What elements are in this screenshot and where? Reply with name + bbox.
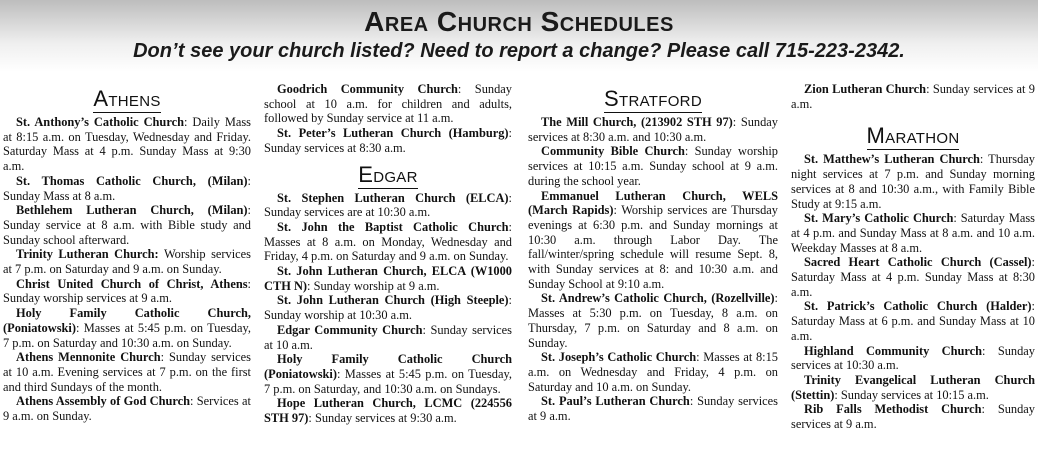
church-schedule: : Sunday services at 9 a.m. [528, 394, 778, 424]
church-entry [264, 191, 512, 220]
church-entry [3, 394, 251, 423]
church-entry [791, 211, 1035, 255]
church-entry [3, 277, 251, 306]
church-entry [528, 144, 778, 188]
church-name: Trinity Lutheran Church: [16, 247, 159, 262]
church-schedule: : Sunday services at 10:30 a.m. [791, 343, 1035, 373]
church-entry [3, 115, 251, 174]
church-schedule: : Saturday Mass at 4 p.m. Sunday Mass at 8:30 a.m. [791, 255, 1035, 299]
column-4-top-list [791, 82, 1035, 111]
church-schedule: : Sunday services at 8:30 a.m. [264, 126, 512, 155]
church-entry [528, 394, 778, 423]
church-entry [264, 220, 512, 264]
church-entry [3, 247, 251, 276]
page-title: Area Church Schedules [364, 6, 674, 37]
church-schedule: : Sunday school at 10 a.m. for children and adults, followed by Sunday service at 11 a.m. [264, 82, 512, 126]
church-entry [3, 306, 251, 350]
column-2 [264, 82, 512, 426]
church-entry [791, 344, 1035, 373]
athens-list [3, 115, 251, 424]
church-name: Emmanuel Lutheran Church, WELS (March Rapids) [528, 188, 778, 218]
church-name: Community Bible Church [541, 144, 685, 159]
church-schedule: : Sunday service at 8 a.m. with Bible study and Sunday school afterward. [3, 203, 251, 247]
edgar-list [264, 191, 512, 426]
church-name: Athens Assembly of God Church [16, 394, 191, 409]
church-schedule: : Services at 9 a.m. on Sunday. [3, 394, 251, 424]
church-schedule: : Sunday services at 10:15 a.m. [834, 387, 989, 402]
church-schedule: : Thursday night services at 7 p.m. and Sunday morning services at 8 and 10:30 a.m., with Family Bible Study at 9:15 a.m. [791, 152, 1035, 211]
church-name: Highland Community Church [804, 343, 983, 358]
church-name: Hope Lutheran Church, LCMC (224556 STH 97) [264, 396, 512, 426]
church-entry [3, 350, 251, 394]
church-entry [791, 402, 1035, 431]
church-name: Trinity Evangelical Lutheran Church (Stettin) [791, 372, 1035, 402]
church-name: St. Joseph’s Catholic Church [541, 350, 697, 365]
church-name: Goodrich Community Church [277, 82, 458, 96]
church-entry [264, 323, 512, 352]
church-entry [791, 82, 1035, 111]
church-name: Sacred Heart Catholic Church (Cassel) [804, 255, 1032, 270]
church-entry [264, 293, 512, 322]
schedule-columns [0, 82, 1038, 451]
page-subtitle: Don’t see your church listed? Need to report a change? Please call 715-223-2342. [133, 40, 905, 62]
church-name: Holy Family Catholic Church (Poniatowski) [264, 352, 512, 381]
church-schedule: : Worship services are Thursday evenings at 6:30 p.m. and Sunday mornings at 10:30 a.m. through Labor Day. The fall/winter/spring schedule will resume Sept. 8, with Sunday services at 8: and 10:30 a.m. and Sunday School at 9:10 a.m. [528, 203, 778, 291]
church-schedule: : Masses at 5:45 p.m. on Tuesday, 7 p.m. on Saturday and 10:30 a.m. on Sunday. [3, 320, 251, 350]
church-entry [791, 373, 1035, 402]
church-name: St. Andrew’s Catholic Church, (Rozellville) [541, 291, 775, 306]
church-schedule: : Sunday services at 10 a.m. Evening services at 7 p.m. on the first and third Sundays of the month. [3, 350, 251, 394]
church-schedule: : Masses at 8:15 a.m. on Wednesday and Friday, 4 p.m. on Saturday and 10 a.m. on Sunday. [528, 350, 778, 394]
church-name: St. John Lutheran Church, ELCA (W1000 CTH N) [264, 264, 512, 293]
church-schedule: : Saturday Mass at 4 p.m. and Sunday Mass at 8 a.m. and 10 a.m. Weekday Masses at 8 a.m. [791, 211, 1035, 255]
church-entry [791, 255, 1035, 299]
church-entry [264, 352, 512, 396]
church-name: Zion Lutheran Church [804, 82, 927, 96]
column-1 [3, 82, 251, 424]
marathon-list [791, 152, 1035, 431]
church-schedule: : Sunday services at 9 a.m. [791, 402, 1035, 432]
church-name: St. Anthony’s Catholic Church [16, 115, 184, 129]
church-entry [528, 291, 778, 350]
church-schedule: : Sunday worship services at 10:15 a.m. Sunday school at 9 a.m. during the school year. [528, 144, 778, 188]
column-3 [528, 82, 778, 424]
church-name: Bethlehem Lutheran Church, (Milan) [16, 203, 248, 218]
church-entry [528, 350, 778, 394]
church-name: St. Stephen Lutheran Church (ELCA) [277, 190, 509, 205]
church-entry [264, 396, 512, 425]
church-name: St. Matthew’s Lutheran Church [804, 152, 980, 167]
church-entry [3, 174, 251, 203]
church-schedule: : Daily Mass at 8:15 a.m. on Tuesday, Wednesday and Friday. Saturday Mass at 4 p.m. Sunday Mass at 9:30 a.m. [3, 115, 251, 174]
section-heading-stratford: Stratford [604, 86, 702, 111]
church-name: St. Mary’s Catholic Church [804, 211, 954, 226]
church-entry [528, 189, 778, 292]
header-banner [0, 0, 1038, 72]
church-schedule: : Sunday worship at 9 a.m. [307, 278, 440, 293]
church-schedule: : Masses at 5:30 p.m. on Tuesday, 8 a.m. on Thursday, 7 p.m. on Saturday and 8 a.m. on Sunday. [528, 291, 778, 350]
church-name: Rib Falls Methodist Church [804, 402, 982, 417]
church-schedule: : Masses at 8 a.m. on Monday, Wednesday and Friday, 4 p.m. on Saturday and 9 a.m. on Sunday. [264, 219, 512, 264]
church-schedule: : Sunday worship at 10:30 a.m. [264, 293, 512, 323]
church-schedule: : Sunday services at 10 a.m. [264, 322, 512, 352]
church-schedule: : Sunday services at 9:30 a.m. [308, 411, 457, 426]
church-entry [264, 126, 512, 155]
church-schedule: : Sunday Mass at 8 a.m. [3, 173, 251, 203]
church-entry [791, 299, 1035, 343]
church-schedule: : Sunday services at 8:30 a.m. and 10:30 a.m. [528, 115, 778, 144]
church-schedule: : Sunday worship services at 9 a.m. [3, 276, 251, 306]
church-entry [264, 264, 512, 293]
church-entry [791, 152, 1035, 211]
church-schedule: : Saturday Mass at 6 p.m. and Sunday Mass at 10 a.m. [791, 299, 1035, 343]
church-schedule: Worship services at 7 p.m. on Saturday and 9 a.m. on Sunday. [3, 247, 252, 277]
church-name: Christ United Church of Christ, Athens [16, 276, 248, 291]
church-name: Edgar Community Church [277, 322, 423, 337]
church-schedule: : Masses at 5:45 p.m. on Tuesday, 7 p.m. on Saturday, and 10:30 a.m. on Sundays. [264, 366, 512, 396]
church-name: St. Peter’s Lutheran Church (Hamburg) [277, 126, 509, 141]
church-entry [3, 203, 251, 247]
church-name: St. Paul’s Lutheran Church [541, 394, 690, 409]
church-entry [528, 115, 778, 144]
church-name: Athens Mennonite Church [16, 350, 161, 365]
church-name: St. Patrick’s Catholic Church (Halder) [804, 299, 1032, 314]
column-4 [791, 82, 1035, 432]
section-heading-athens: Athens [93, 86, 161, 111]
church-schedule: : Sunday services are at 10:30 a.m. [264, 190, 512, 220]
church-name: St. John the Baptist Catholic Church [277, 219, 509, 234]
section-heading-marathon: Marathon [866, 123, 960, 149]
church-entry [264, 82, 512, 126]
column-2-top-list [264, 82, 512, 156]
church-name: Holy Family Catholic Church, (Poniatowski) [3, 306, 251, 335]
church-name: The Mill Church, (213902 STH 97) [541, 115, 733, 129]
church-name: St. John Lutheran Church (High Steeple) [277, 293, 509, 308]
section-heading-edgar: Edgar [358, 161, 418, 187]
church-schedule: : Sunday services at 9 a.m. [791, 82, 1035, 111]
church-name: St. Thomas Catholic Church, (Milan) [16, 173, 248, 188]
stratford-list [528, 115, 778, 424]
